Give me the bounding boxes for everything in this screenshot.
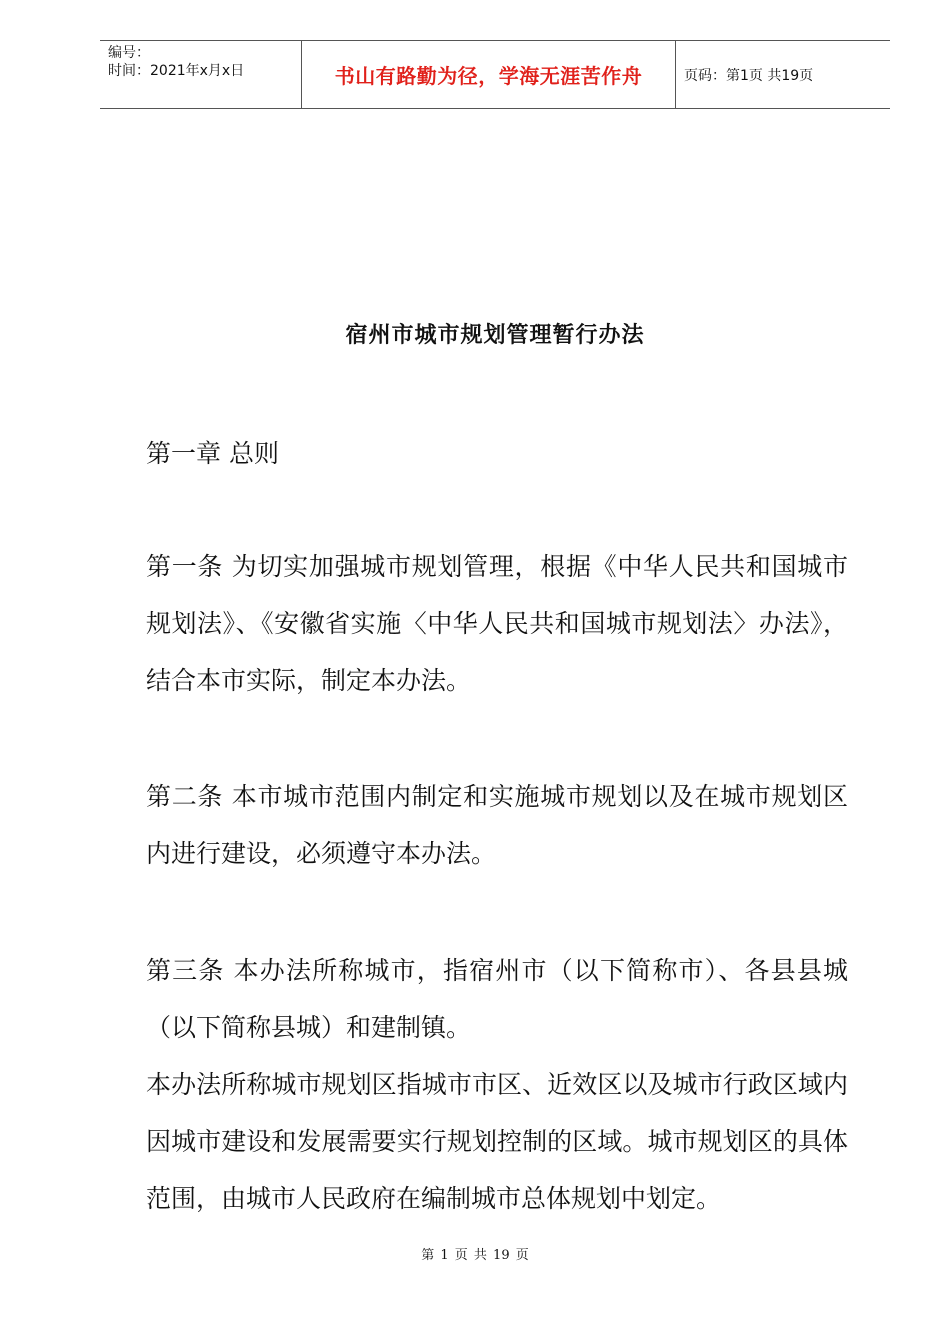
header-meta <box>100 41 302 108</box>
chapter-heading: 第一章 总则 <box>146 439 279 468</box>
document-time-label: 时间：2021年x月x日 <box>108 63 245 79</box>
header-motto: 书山有路勤为径，学海无涯苦作舟 <box>334 64 643 88</box>
article-paragraph: 本办法所称城市规划区指城市市区、近效区以及城市行政区域内因城市建设和发展需要实行规划控制的区域。城市规划区的具体范围，由城市人民政府在编制城市总体规划中划定。 <box>146 1070 848 1213</box>
document-number-label: 编号： <box>108 45 150 61</box>
header-page-info: 页码：第1页 共19页 <box>684 67 814 84</box>
page-footer: 第 1 页 共 19 页 <box>421 1248 529 1263</box>
document-title: 宿州市城市规划管理暂行办法 <box>345 323 645 348</box>
header-page-info-cell <box>676 41 890 108</box>
article-paragraph: 第一条 为切实加强城市规划管理，根据《中华人民共和国城市规划法》、《安徽省实施〈中华人民共和国城市规划法〉办法》，结合本市实际，制定本办法。 <box>146 552 848 695</box>
header-motto-cell <box>302 41 676 108</box>
article-paragraph: 第三条 本办法所称城市，指宿州市（以下简称市）、各县县城（以下简称县城）和建制镇。 <box>146 956 848 1042</box>
article-paragraph: 第二条 本市城市范围内制定和实施城市规划以及在城市规划区内进行建设，必须遵守本办法。 <box>146 782 848 868</box>
page-header <box>100 40 890 109</box>
